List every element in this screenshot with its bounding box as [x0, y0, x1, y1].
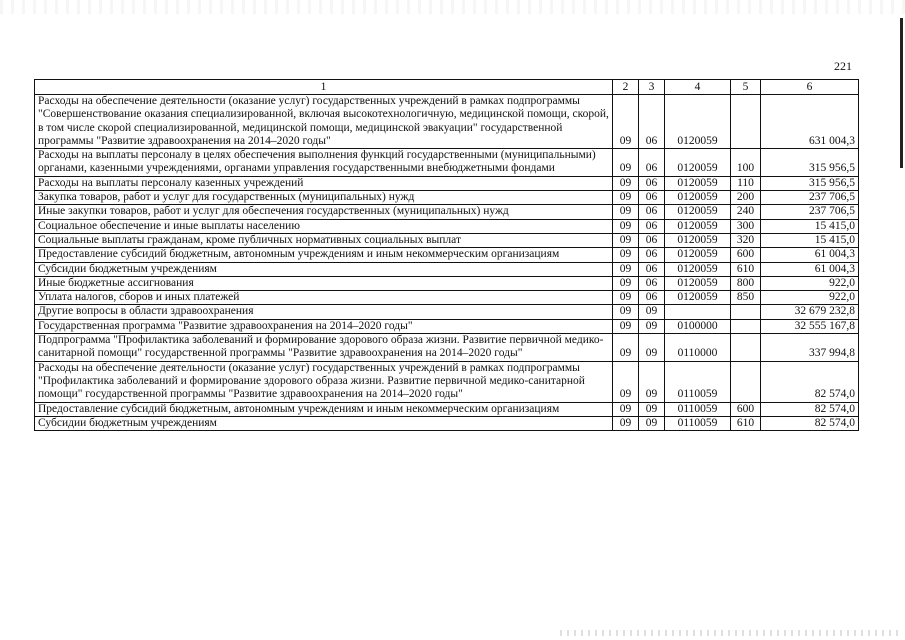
table-row	[35, 416, 859, 430]
target-code-cell: 0120059	[665, 219, 731, 233]
amount-cell: 922,0	[761, 291, 859, 305]
subsection-code-cell: 09	[639, 319, 665, 333]
subsection-code-cell: 09	[639, 402, 665, 416]
subsection-code-cell: 06	[639, 248, 665, 262]
section-code-cell: 09	[613, 205, 639, 219]
expense-group-cell: 100	[731, 149, 761, 177]
amount-cell: 237 706,5	[761, 205, 859, 219]
amount-cell: 15 415,0	[761, 233, 859, 247]
row-name-cell: Государственная программа "Развитие здравоохранения на 2014–2020 годы"	[35, 319, 613, 333]
target-code-cell: 0120059	[665, 205, 731, 219]
table-row	[35, 262, 859, 276]
table-row	[35, 205, 859, 219]
table-row	[35, 305, 859, 319]
subsection-code-cell: 06	[639, 219, 665, 233]
expense-group-cell: 300	[731, 219, 761, 233]
section-code-cell: 09	[613, 361, 639, 402]
amount-cell: 82 574,0	[761, 402, 859, 416]
subsection-code-cell: 06	[639, 276, 665, 290]
row-name-cell: Социальное обеспечение и иные выплаты населению	[35, 219, 613, 233]
row-name-cell: Иные бюджетные ассигнования	[35, 276, 613, 290]
target-code-cell: 0120059	[665, 95, 731, 149]
column-header: 3	[639, 80, 665, 95]
table-row	[35, 248, 859, 262]
target-code-cell: 0120059	[665, 248, 731, 262]
subsection-code-cell: 06	[639, 233, 665, 247]
expense-group-cell	[731, 305, 761, 319]
amount-cell: 32 679 232,8	[761, 305, 859, 319]
section-code-cell: 09	[613, 262, 639, 276]
scan-noise-top	[0, 0, 905, 14]
amount-cell: 315 956,5	[761, 149, 859, 177]
page-number: 221	[834, 59, 852, 73]
expense-group-cell: 240	[731, 205, 761, 219]
amount-cell: 237 706,5	[761, 191, 859, 205]
row-name-cell: Предоставление субсидий бюджетным, автономным учреждениям и иным некоммерческим организациям	[35, 248, 613, 262]
section-code-cell: 09	[613, 276, 639, 290]
expense-group-cell: 610	[731, 416, 761, 430]
subsection-code-cell: 09	[639, 305, 665, 319]
subsection-code-cell: 09	[639, 361, 665, 402]
row-name-cell: Другие вопросы в области здравоохранения	[35, 305, 613, 319]
target-code-cell: 0110059	[665, 361, 731, 402]
target-code-cell: 0120059	[665, 149, 731, 177]
table-row	[35, 361, 859, 402]
row-name-cell: Расходы на выплаты персоналу казенных учреждений	[35, 176, 613, 190]
section-code-cell: 09	[613, 291, 639, 305]
column-header: 4	[665, 80, 731, 95]
target-code-cell: 0100000	[665, 319, 731, 333]
subsection-code-cell: 09	[639, 334, 665, 362]
row-name-cell: Уплата налогов, сборов и иных платежей	[35, 291, 613, 305]
section-code-cell: 09	[613, 305, 639, 319]
expense-group-cell: 200	[731, 191, 761, 205]
scan-edge-mark	[900, 18, 903, 168]
target-code-cell	[665, 305, 731, 319]
target-code-cell: 0120059	[665, 176, 731, 190]
amount-cell: 15 415,0	[761, 219, 859, 233]
expense-group-cell: 800	[731, 276, 761, 290]
subsection-code-cell: 06	[639, 149, 665, 177]
expense-group-cell	[731, 361, 761, 402]
row-name-cell: Расходы на обеспечение деятельности (оказание услуг) государственных учреждений в рамках подпрограммы "Совершенствование оказания специализированной, включая высокотехнологичную, медицинской помощи, скорой, в том числе скорой специализированной, медицинской помощи, медицинской эвакуации" государственной программы "Развитие здравоохранения на 2014–2020 годы"	[35, 95, 613, 149]
table-row	[35, 176, 859, 190]
subsection-code-cell: 06	[639, 191, 665, 205]
table-row	[35, 276, 859, 290]
section-code-cell: 09	[613, 319, 639, 333]
target-code-cell: 0110059	[665, 402, 731, 416]
section-code-cell: 09	[613, 233, 639, 247]
row-name-cell: Расходы на обеспечение деятельности (оказание услуг) государственных учреждений в рамках подпрограммы "Профилактика заболеваний и формирование здорового образа жизни. Развитие первичной медико-санитарной помощи" государственной программы "Развитие здравоохранения на 2014–2020 годы"	[35, 361, 613, 402]
expense-group-cell: 610	[731, 262, 761, 276]
amount-cell: 61 004,3	[761, 262, 859, 276]
scan-noise-bottom	[560, 630, 900, 636]
target-code-cell: 0120059	[665, 191, 731, 205]
subsection-code-cell: 06	[639, 176, 665, 190]
row-name-cell: Субсидии бюджетным учреждениям	[35, 416, 613, 430]
table-row	[35, 233, 859, 247]
section-code-cell: 09	[613, 416, 639, 430]
section-code-cell: 09	[613, 95, 639, 149]
budget-table	[34, 79, 859, 431]
row-name-cell: Иные закупки товаров, работ и услуг для обеспечения государственных (муниципальных) нужд	[35, 205, 613, 219]
column-header: 6	[761, 80, 859, 95]
section-code-cell: 09	[613, 334, 639, 362]
table-row	[35, 402, 859, 416]
column-header: 2	[613, 80, 639, 95]
expense-group-cell: 320	[731, 233, 761, 247]
expense-group-cell: 110	[731, 176, 761, 190]
amount-cell: 82 574,0	[761, 361, 859, 402]
amount-cell: 61 004,3	[761, 248, 859, 262]
section-code-cell: 09	[613, 149, 639, 177]
row-name-cell: Подпрограмма "Профилактика заболеваний и формирование здорового образа жизни. Развитие первичной медико-санитарной помощи" государственной программы "Развитие здравоохранения на 2014–2020 годы"	[35, 334, 613, 362]
table-row	[35, 191, 859, 205]
column-header: 5	[731, 80, 761, 95]
table-header-row	[35, 80, 859, 95]
target-code-cell: 0120059	[665, 233, 731, 247]
target-code-cell: 0120059	[665, 276, 731, 290]
row-name-cell: Предоставление субсидий бюджетным, автономным учреждениям и иным некоммерческим организациям	[35, 402, 613, 416]
subsection-code-cell: 09	[639, 416, 665, 430]
amount-cell: 337 994,8	[761, 334, 859, 362]
expense-group-cell: 600	[731, 402, 761, 416]
row-name-cell: Социальные выплаты гражданам, кроме публичных нормативных социальных выплат	[35, 233, 613, 247]
section-code-cell: 09	[613, 219, 639, 233]
table-row	[35, 334, 859, 362]
table-row	[35, 219, 859, 233]
expense-group-cell	[731, 334, 761, 362]
amount-cell: 82 574,0	[761, 416, 859, 430]
subsection-code-cell: 06	[639, 95, 665, 149]
table-row	[35, 95, 859, 149]
expense-group-cell: 850	[731, 291, 761, 305]
table-row	[35, 149, 859, 177]
target-code-cell: 0110000	[665, 334, 731, 362]
expense-group-cell	[731, 319, 761, 333]
section-code-cell: 09	[613, 248, 639, 262]
section-code-cell: 09	[613, 402, 639, 416]
table-row	[35, 291, 859, 305]
row-name-cell: Закупка товаров, работ и услуг для государственных (муниципальных) нужд	[35, 191, 613, 205]
section-code-cell: 09	[613, 176, 639, 190]
expense-group-cell: 600	[731, 248, 761, 262]
amount-cell: 315 956,5	[761, 176, 859, 190]
table-row	[35, 319, 859, 333]
section-code-cell: 09	[613, 191, 639, 205]
row-name-cell: Субсидии бюджетным учреждениям	[35, 262, 613, 276]
target-code-cell: 0120059	[665, 262, 731, 276]
target-code-cell: 0120059	[665, 291, 731, 305]
expense-group-cell	[731, 95, 761, 149]
amount-cell: 922,0	[761, 276, 859, 290]
amount-cell: 32 555 167,8	[761, 319, 859, 333]
subsection-code-cell: 06	[639, 205, 665, 219]
row-name-cell: Расходы на выплаты персоналу в целях обеспечения выполнения функций государственными (муниципальными) органами, казенными учреждениями, органами управления государственными внебюджетными фондами	[35, 149, 613, 177]
column-header: 1	[35, 80, 613, 95]
target-code-cell: 0110059	[665, 416, 731, 430]
subsection-code-cell: 06	[639, 291, 665, 305]
amount-cell: 631 004,3	[761, 95, 859, 149]
subsection-code-cell: 06	[639, 262, 665, 276]
